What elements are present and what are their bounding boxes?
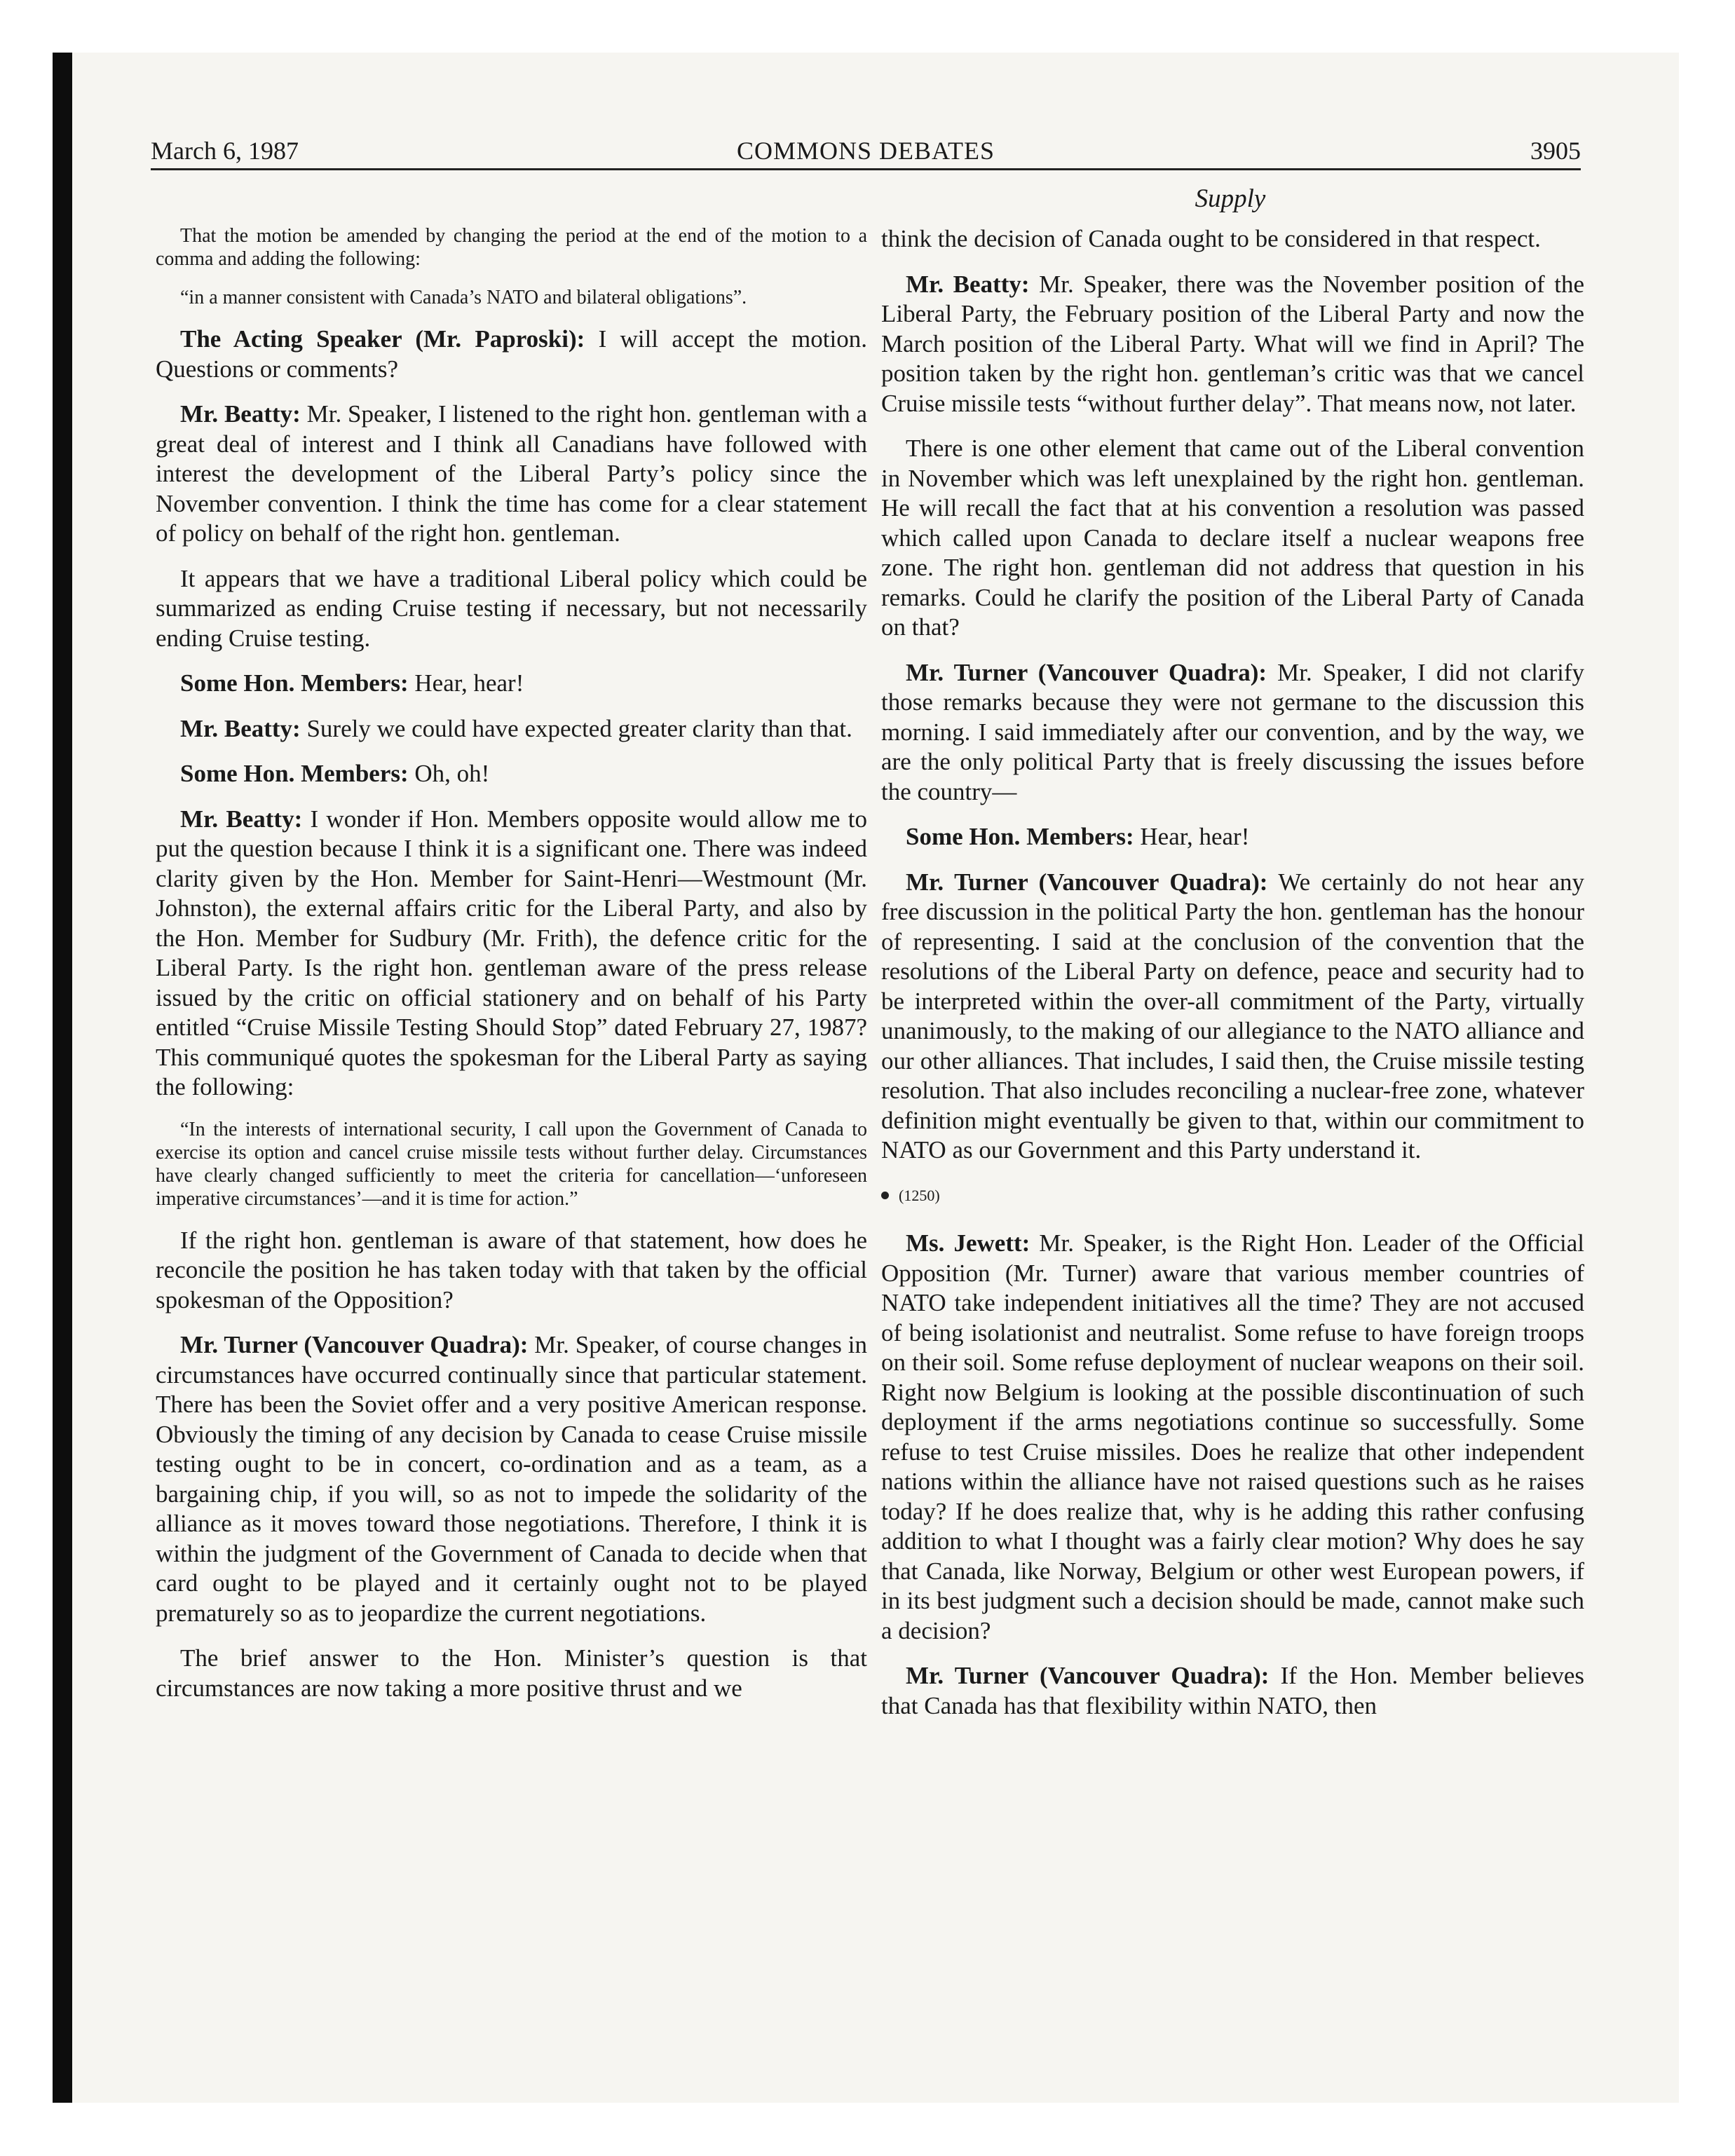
speaker-name: Some Hon. Members:	[180, 760, 409, 787]
speech-text: We certainly do not hear any free discussion in the political Party the hon. gentleman has the honour of representing. I said at the conclusion of the convention that the resolutions of the Liberal Party on defence, peace and security had to be interpreted within the over-all commitment of the Party, virtually unanimously, to the making of our allegiance to the NATO alliance and our other alliances. That includes, I said then, the Cruise missile testing resolution. That also includes reconciling a nuclear-free zone, whatever definition might eventually be given to that, within our commitment to NATO as our Government and this Party understand it.	[881, 868, 1584, 1164]
speech-text: Mr. Speaker, there was the November position of the Liberal Party, the February position of the Liberal Party and now the March position of the Liberal Party. What will we find in April? The position taken by the right hon. gentleman’s critic was that we cancel Cruise missile tests “without further delay”. That means now, not later.	[881, 270, 1585, 417]
speaker-name: Some Hon. Members:	[180, 669, 409, 697]
section-heading: Supply	[1195, 184, 1266, 213]
time-stamp: (1250)	[899, 1186, 940, 1204]
speech-text: If the Hon. Member believes that Canada has that flexibility within NATO, then	[881, 1662, 1584, 1719]
binding-edge	[53, 53, 72, 2103]
speaker-name: The Acting Speaker (Mr. Paproski):	[180, 325, 585, 353]
right-column	[881, 224, 1584, 1736]
speech-text: I wonder if Hon. Members opposite would allow me to put the question because I think it is a significant one. There was indeed clarity given by the Hon. Member for Saint-Henri—Westmount (Mr. Johnston), the external affairs critic for the Liberal Party, and also by the Hon. Member for Sudbury (Mr. Frith), the defence critic for the Liberal Party. Is the right hon. gentleman aware of the press release issued by the critic on official stationery and on behalf of his Party entitled “Cruise Missile Testing Should Stop” dated February 27, 1987? This communiqué quotes the spokesman for the Liberal Party as saying the following:	[156, 805, 868, 1100]
paragraph	[881, 868, 1584, 1166]
paragraph	[881, 1661, 1584, 1721]
speaker-name: Mr. Beatty:	[180, 400, 301, 428]
paragraph	[156, 1330, 867, 1628]
paragraph	[881, 658, 1584, 807]
paragraph: The brief answer to the Hon. Minister’s question is that circumstances are now taking a more positive thrust and we	[156, 1644, 867, 1702]
block-quote: “In the interests of international security, I call upon the Government of Canada to exercise its option and cancel cruise missile tests without further delay. Circumstances have clearly changed sufficiently to meet the criteria for cancellation—‘unforeseen imperative circumstances’—and it is time for action.”	[156, 1118, 867, 1210]
paragraph	[881, 822, 1584, 852]
speech-text: Hear, hear!	[408, 669, 524, 697]
paragraph	[156, 805, 867, 1103]
paragraph	[881, 1229, 1584, 1646]
speaker-name: Ms. Jewett:	[906, 1229, 1030, 1257]
speech-text: Surely we could have expected greater clarity than that.	[300, 714, 852, 742]
speaker-name: Mr. Turner (Vancouver Quadra):	[180, 1331, 529, 1358]
speech-text: I will accept the motion. Questions or comments?	[156, 325, 867, 383]
time-marker	[881, 1181, 1584, 1211]
speech-text: Hear, hear!	[1134, 823, 1250, 850]
speech-text: Mr. Speaker, I listened to the right hon. gentleman with a great deal of interest and I think all Canadians have followed with interest the development of the Liberal Party’s policy since the November convention. I think the time has come for a clear statement of policy on behalf of the right hon. gentleman.	[156, 400, 868, 547]
paragraph: If the right hon. gentleman is aware of that statement, how does he reconcile the position he has taken today with that taken by the official spokesman of the Opposition?	[156, 1226, 867, 1314]
speaker-name: Mr. Beatty:	[180, 714, 301, 742]
left-column	[156, 224, 867, 1719]
speech-text: Mr. Speaker, is the Right Hon. Leader of the Official Opposition (Mr. Turner) aware that various member countries of NATO take independent initiatives all the time? They are not accused of being isolationist and neutralist. Some refuse to have foreign troops on their soil. Some refuse deployment of nuclear weapons on their soil. Right now Belgium is looking at the possible discontinuation of such deployment if the arms negotiations continue so successfully. Some refuse to test Cruise missiles. Does he realize that other independent nations within the alliance have not raised questions such as he raises today? If he does realize that, why is he adding this rather confusing addition to what I thought was a fairly clear motion? Why does he say that Canada, like Norway, Belgium or other west European powers, if in its best judgment such a decision should be made, cannot make such a decision?	[881, 1229, 1585, 1644]
header-title: COMMONS DEBATES	[736, 137, 995, 165]
amendment-quote: “in a manner consistent with Canada’s NATO and bilateral obligations”.	[180, 287, 747, 308]
paragraph: It appears that we have a traditional Liberal policy which could be summarized as ending Cruise testing if necessary, but not necessarily ending Cruise testing.	[156, 564, 867, 652]
speaker-name: Mr. Beatty:	[906, 270, 1030, 298]
paragraph	[156, 325, 867, 384]
speech-text: Mr. Speaker, of course changes in circumstances have occurred continually since that particular statement. There has been the Soviet offer and a very positive American response. Obviously the timing of any decision by Canada to cease Cruise missile testing ought to be in concert, co-ordination and as a team, as a bargaining chip, if you will, so as not to impede the solidarity of the alliance as it moves toward those negotiations. Therefore, I think it is within the judgment of the Government of Canada to decide when that card ought to be played and it certainly ought not to be played prematurely so as to jeopardize the current negotiations.	[156, 1331, 867, 1627]
paragraph	[156, 714, 867, 744]
paragraph	[156, 669, 867, 699]
speaker-name: Mr. Turner (Vancouver Quadra):	[906, 1662, 1270, 1689]
paragraph	[156, 400, 867, 549]
paragraph: think the decision of Canada ought to be considered in that respect.	[881, 225, 1541, 252]
speaker-name: Mr. Beatty:	[180, 805, 303, 833]
speech-text: Oh, oh!	[408, 760, 490, 787]
paragraph	[156, 759, 867, 789]
paragraph	[881, 270, 1584, 419]
speaker-name: Mr. Turner (Vancouver Quadra):	[906, 658, 1267, 686]
amendment-text: That the motion be amended by changing the period at the end of the motion to a comma and adding the following:	[156, 225, 867, 270]
bullet-icon	[881, 1192, 889, 1199]
paragraph: There is one other element that came out of the Liberal convention in November which was left unexplained by the right hon. gentleman. He will recall the fact that at his convention a resolution was passed which called upon Canada to declare itself a nuclear weapons free zone. The right hon. gentleman did not address that question in his remarks. Could he clarify the position of the Liberal Party of Canada on that?	[881, 435, 1584, 641]
speech-text: Mr. Speaker, I did not clarify those remarks because they were not germane to the discussion this morning. I said immediately after our convention, and by the way, we are the only political Party that is freely discussing the issues before the country—	[881, 658, 1584, 805]
page-number: 3905	[1530, 137, 1581, 165]
header-date: March 6, 1987	[151, 137, 299, 165]
speaker-name: Some Hon. Members:	[906, 823, 1134, 850]
page-header	[151, 130, 1581, 170]
speaker-name: Mr. Turner (Vancouver Quadra):	[906, 868, 1268, 896]
